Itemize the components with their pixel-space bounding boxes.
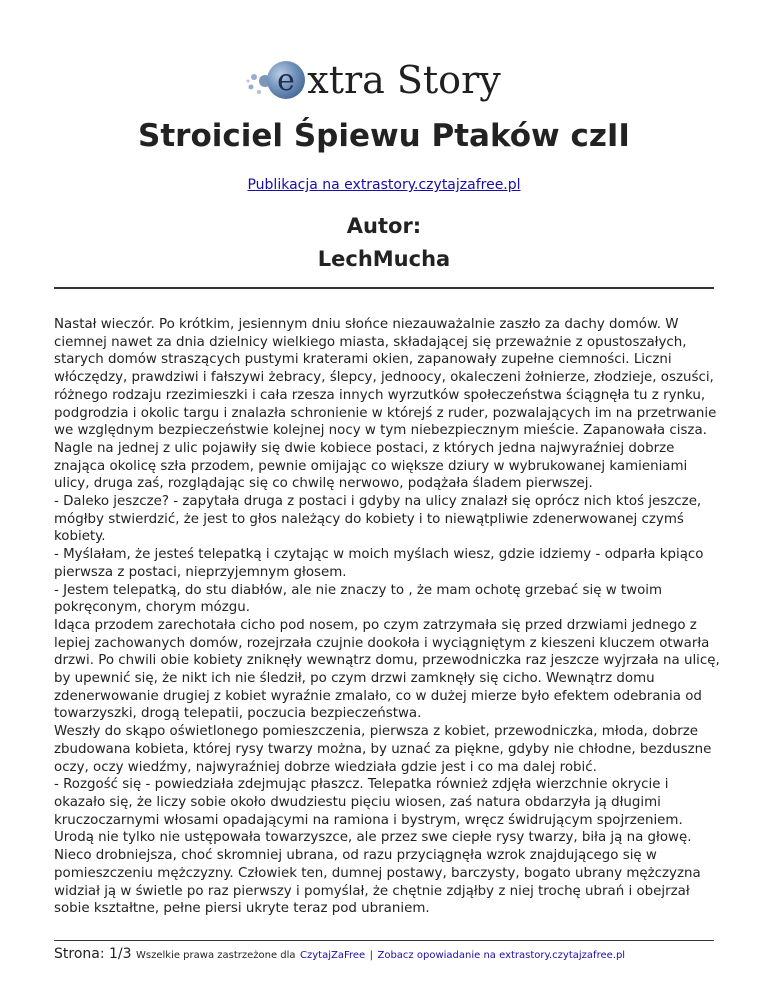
footer-divider [54,940,714,941]
story-body [54,316,722,918]
rights-text: Wszelkie prawa zastrzeżone dla [136,950,296,961]
story-paragraph: - Myślałam, że jesteś telepatką i czytając w moich myślach wiesz, gdzie idziemy - odparła kpiąco pierwsza z postaci, nieprzyjemnym głosem. [54,547,704,580]
page-number: Strona: 1/3 [54,946,132,962]
extra-story-logo [0,50,768,110]
story-paragraph: Nastał wieczór. Po krótkim, jesiennym dniu słońce niezauważalnie zaszło za dachy domów. W ciemnej nawet za dnia dzielnicy wielkiego miasta, składającej się przeważnie z opustoszałych, starych domów straszących pustymi kraterami okien, zapanowały zupełne ciemności. Liczni włóczędzy, prawdziwi i fałszywi żebracy, ślepcy, jednoocy, okaleczeni żołnierze, złodzieje, oszuści, różnego rodzaju rzezimieszki i cała rzesza innych wyrzutków społeczeństwa ściągnęła tu z rynku, podgrodzia i okolic targu i znalazła schronienie w którejś z ruder, pozwalających im na przetrwanie we względnym bezpieczeństwie kolejnej nocy w tym niebezpiecznym mieście. Zapanowała cisza. Nagle na jednej z ulic pojawiły się dwie kobiece postaci, z których jedna najwyraźniej dobrze znająca okolicę szła przodem, pewnie omijając co większe dziury w wybrukowanej kamieniami ulicy, druga zaś, rozglądając się co chwilę nerwowo, podążała śladem pierwszej. [54,317,717,492]
czytajzafree-link[interactable]: CzytajZaFree [300,950,366,961]
header-divider [54,287,714,289]
story-paragraph: Idąca przodem zarechotała cicho pod nosem, po czym zatrzymała się przed drzwiami jednego z lepiej zachowanych domów, rozejrzała czujnie dookoła i wyciągniętym z kieszeni kluczem otwarła drzwi. Po chwili obie kobiety zniknęły wewnątrz domu, przewodniczka raz jeszcze wyjrzała na ulicę, by upewnić się, że nikt ich nie śledził, po czym drzwi zamknęły się cicho. Wewnątrz domu zdenerwowanie drugiej z kobiet wyraźnie zmalało, co w dużej mierze było efektem odebrania od towarzyszki, drogą telepatii, poczucia bezpieczeństwa. [54,617,720,722]
story-paragraph: - Rozgość się - powiedziała zdejmując płaszcz. Telepatka również zdjęła wierzchnie okrycie i okazało się, że liczy sobie około dwudziestu pięciu wiosen, zaś natura obdarzyła ją długimi kruczoczarnymi włosami opadającymi na ramiona i bystrym, wręcz świdrującym spojrzeniem. Urodą nie tylko nie ustępowała towarzyszce, ale przez swe ciepłe rysy twarzy, biła ją na głowę. Nieco drobniejsza, choć skromniej ubrana, od razu przyciągnęła wzrok znajdującego się w pomieszczeniu mężczyzny. Człowiek ten, dumnej postawy, barczysty, bogato ubrany mężczyzna widział ją w świetle po raz pierwszy i pomyślał, że chętnie zdjąłby z niej trochę ubrań i obejrzał sobie kształtne, pełne piersi ukryte teraz pod ubraniem. [54,777,701,917]
author-label: Autor: [346,214,422,238]
author-name: LechMucha [317,247,451,271]
page-footer [54,946,734,962]
footer-separator: | [369,950,374,961]
logo-text: xtra Story [307,58,501,102]
story-link[interactable]: Zobacz opowiadanie na extrastory.czytajzafree.pl [377,950,626,961]
svg-text:e: e [277,63,296,98]
document-title: Stroiciel Śpiewu Ptaków czII [138,118,630,154]
story-paragraph: - Daleko jeszcze? - zapytała druga z postaci i gdyby na ulicy znalazł się oprócz nich ktoś jeszcze, mógłby stwierdzić, że jest to głos należący do kobiety i to niewątpliwie zdenerwowanej czymś kobiety. [54,494,702,545]
publication-link[interactable]: Publikacja na extrastory.czytajzafree.pl [247,177,521,193]
author-block [0,210,768,276]
logo-e-icon [267,61,305,99]
story-paragraph: Weszły do skąpo oświetlonego pomieszczenia, pierwsza z kobiet, przewodniczka, młoda, dobrze zbudowana kobieta, której rysy twarzy można, by uznać za piękne, gdyby nie chłodne, bezduszne oczy, oczy wiedźmy, najwyraźniej dobrze wiedziała gdzie jest i co ma dalej robić. [54,724,712,775]
story-paragraph: - Jestem telepatką, do stu diabłów, ale nie znaczy to , że mam ochotę grzebać się w twoim pokręconym, chorym mózgu. [54,582,663,616]
